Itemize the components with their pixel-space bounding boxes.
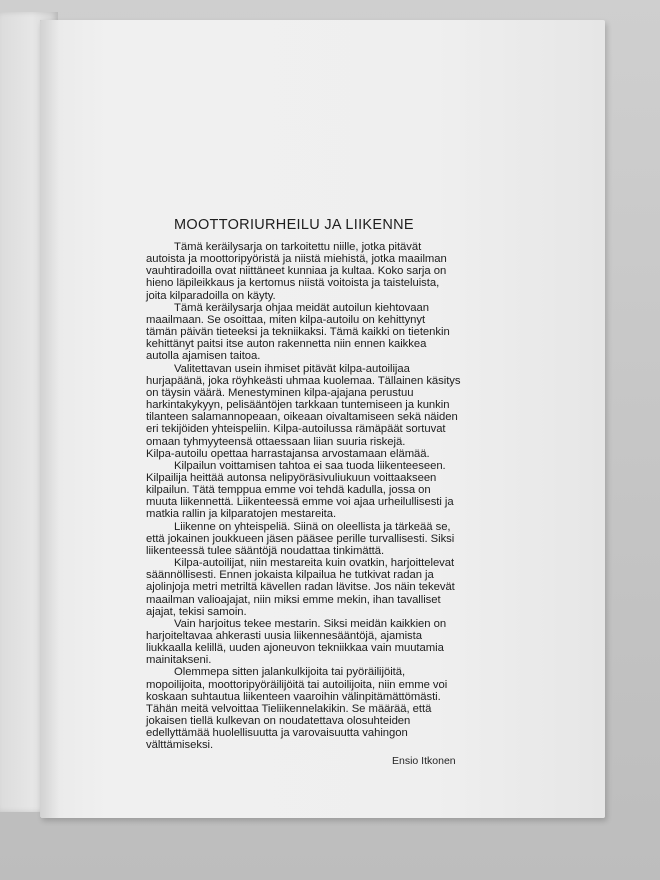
text-line: mopoilijoita, moottoripyöräilijöitä tai autoilijoita, niin emme voi bbox=[146, 678, 448, 691]
text-line: kilpailun. Tätä temppua emme voi tehdä kadulla, jossa on bbox=[146, 484, 431, 497]
text-line: Liikenne on yhteispeliä. Siinä on oleellista ja tärkeää se, bbox=[174, 520, 451, 533]
text-line: maailmaan. Se osoittaa, miten kilpa-autoilu on kehittynyt bbox=[146, 313, 426, 326]
text-line: Kilpa-autoilijat, niin mestareita kuin ovatkin, harjoittelevat bbox=[174, 557, 455, 570]
page-fold-shadow bbox=[40, 20, 60, 818]
text-line: muuta liikennettä. Liikenteessä emme voi ajaa urheilullisesti ja bbox=[146, 496, 454, 509]
text-line: autolla ajamisen taitoa. bbox=[146, 350, 261, 363]
text-line: koskaan suhtautua liikenteen vaaroihin välinpitämättömästi. bbox=[146, 690, 441, 703]
text-line: Tähän meitä velvoittaa Tieliikennelakikin. Se määrää, että bbox=[146, 702, 432, 715]
text-line: välttämiseksi. bbox=[146, 739, 214, 752]
text-line: maailman valioajajat, niin miksi emme mekin, ihan tavalliset bbox=[146, 593, 441, 606]
text-line: tilanteen salamannopeaan, oikeaan oivaltamiseen sekä näiden bbox=[146, 411, 458, 424]
text-line: on täysin väärä. Menestyminen kilpa-ajajana perustuu bbox=[146, 386, 414, 399]
text-line: liikenteessä tulee sääntöjä noudattaa tinkimättä. bbox=[146, 544, 385, 557]
text-line: jokaisen tiellä kulkevan on noudatettava olosuhteiden bbox=[146, 715, 411, 728]
text-line: että jokainen joukkueen jäsen pääsee perille turvallisesti. Siksi bbox=[146, 532, 455, 545]
text-line: autoista ja moottoripyöristä ja niistä miehistä, jotka maailman bbox=[146, 253, 447, 266]
text-line: harkintakykyyn, pelisääntöjen tarkkaan tuntemiseen ja kunkin bbox=[146, 399, 450, 412]
text-line: hieno läpileikkaus ja kertomus niistä voitoista ja taisteluista, bbox=[146, 277, 440, 290]
text-line: Tämä keräilysarja on tarkoitettu niille, jotka pitävät bbox=[174, 241, 422, 253]
text-line: ajajat, tekisi samoin. bbox=[146, 605, 247, 618]
text-line: kehittänyt paitsi itse auton rakennetta niin ennen kaikkea bbox=[146, 338, 427, 351]
document-body bbox=[146, 241, 506, 752]
text-line: Valitettavan usein ihmiset pitävät kilpa-autoilijaa bbox=[174, 362, 410, 375]
text-line: eri tekijöiden yhteispeliin. Kilpa-autoilussa rämäpäät sortuvat bbox=[146, 423, 446, 436]
text-line: Kilpa-autoilu opettaa harrastajansa arvostamaan elämää. bbox=[146, 447, 430, 460]
text-line: liukkaalla kelillä, uuden ajoneuvon tekniikkaa vain muutamia bbox=[146, 642, 444, 655]
text-line: matkia rallin ja kilparatojen mestareita. bbox=[146, 508, 337, 521]
text-line: tämän päivän tieteeksi ja tekniikaksi. Tämä kaikki on tietenkin bbox=[146, 326, 450, 339]
text-line: harjoiteltavaa ahkerasti uusia liikennesääntöjä, ajamista bbox=[146, 630, 422, 642]
text-line: joita kilparadoilla on käyty. bbox=[146, 289, 276, 302]
text-line: ajolinjoja metri metriltä kävellen radan lävitse. Jos näin tekevät bbox=[146, 581, 455, 594]
text-line: vauhtiradoilla ovat niittäneet kunniaa ja kultaa. Koko sarja on bbox=[146, 265, 447, 278]
text-line: Vain harjoitus tekee mestarin. Siksi meidän kaikkien on bbox=[174, 617, 447, 630]
text-line: Tämä keräilysarja ohjaa meidät autoilun kiehtovaan bbox=[174, 301, 429, 314]
text-line: hurjapäänä, joka röyhkeästi uhmaa kuolemaa. Tällainen käsitys bbox=[146, 374, 461, 387]
author-signature: Ensio Itkonen bbox=[392, 755, 456, 767]
document-title: MOOTTORIURHEILU JA LIIKENNE bbox=[174, 217, 414, 233]
text-line: Olemmepa sitten jalankulkijoita tai pyöräilijöitä, bbox=[174, 666, 406, 679]
text-line: omaan tyhmyyteensä ottaessaan liian suuria riskejä. bbox=[146, 435, 406, 448]
text-line: Kilpailun voittamisen tahtoa ei saa tuoda liikenteeseen. bbox=[174, 459, 446, 472]
text-line: edellyttämää huolellisuutta ja varovaisuutta vahingon bbox=[146, 727, 408, 740]
text-line: Kilpailija heittää autonsa nelipyöräsivuliukuun voittaakseen bbox=[146, 471, 437, 484]
text-line: säännöllisesti. Ennen jokaista kilpailua he tutkivat radan ja bbox=[146, 569, 434, 582]
text-line: mainitakseni. bbox=[146, 654, 212, 667]
